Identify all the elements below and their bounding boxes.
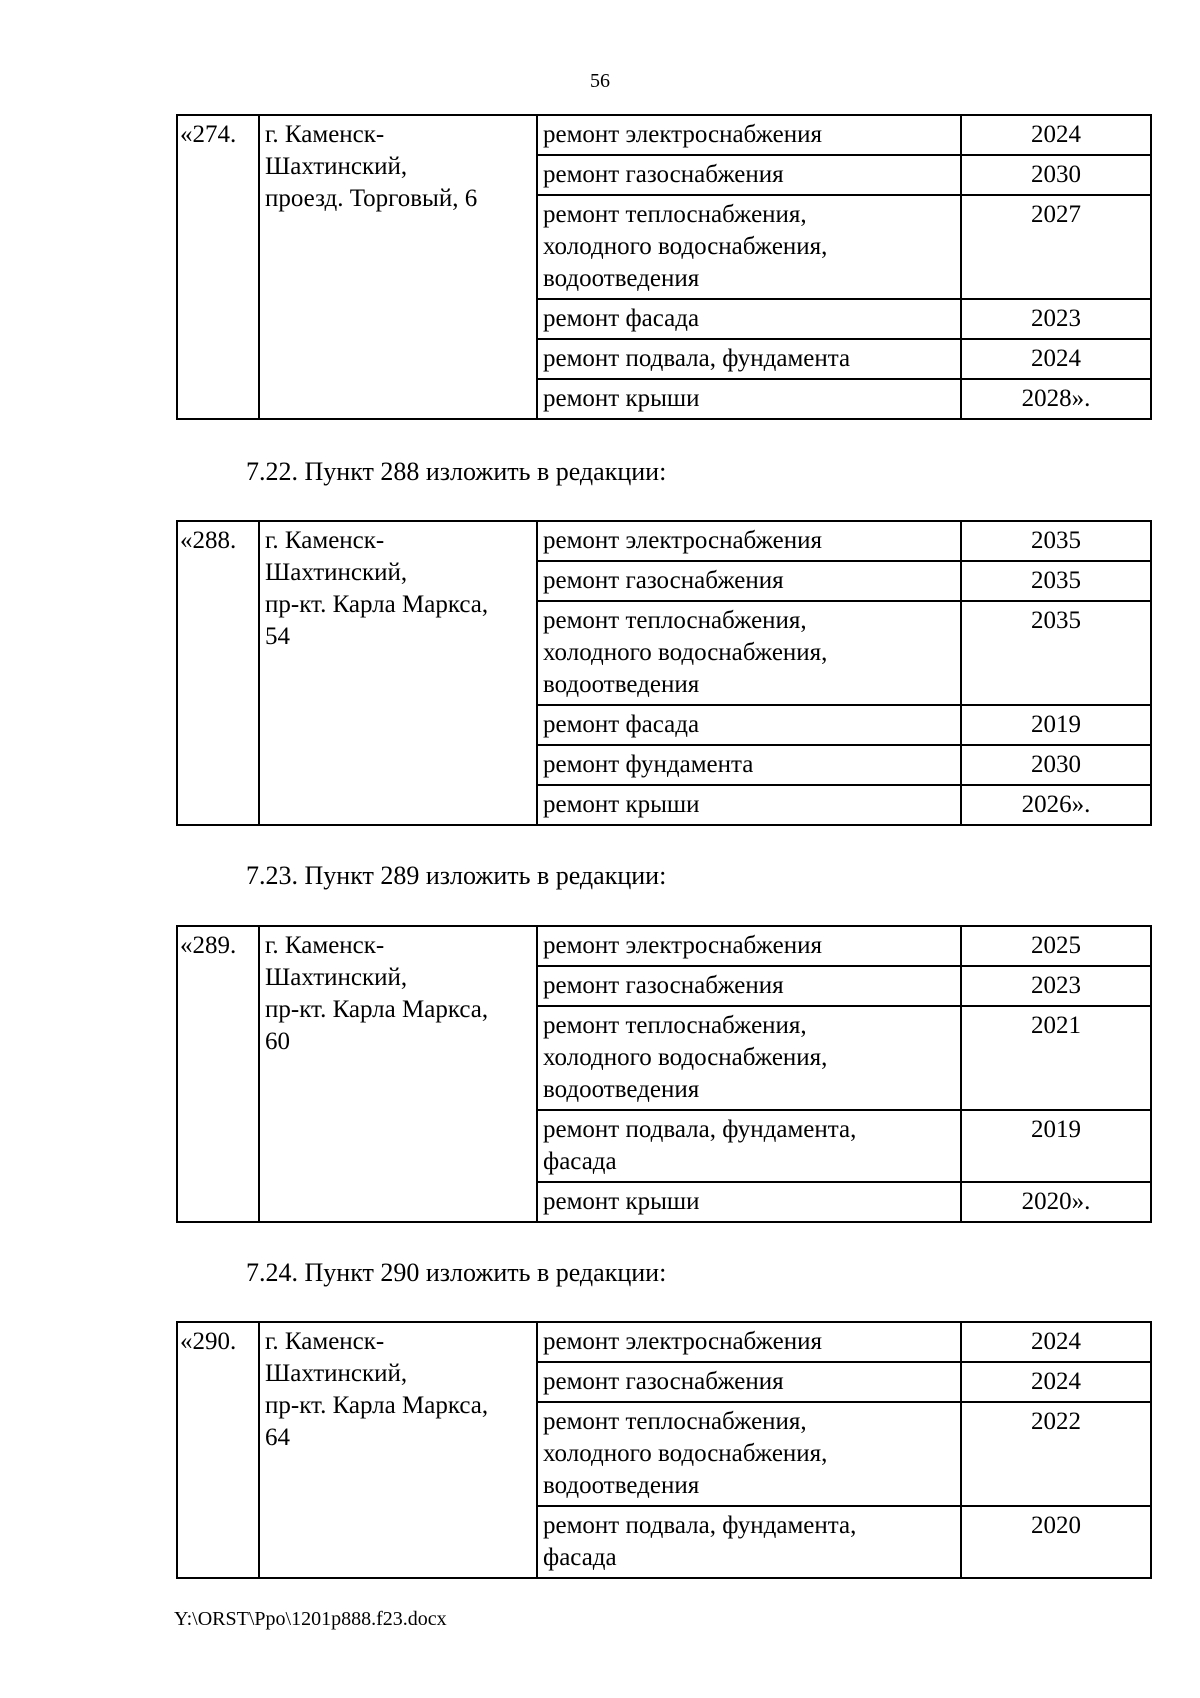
address-line: пр-кт. Карла Маркса,	[265, 1392, 489, 1419]
work-cell	[537, 1362, 961, 1402]
address-line: пр-кт. Карла Маркса,	[265, 591, 489, 618]
work-cell	[537, 745, 961, 785]
work-line: ремонт подвала, фундамента	[543, 345, 851, 372]
year-cell: 2023	[961, 966, 1151, 1006]
address-line: г. Каменск-	[265, 527, 385, 554]
address-line: г. Каменск-	[265, 1328, 385, 1355]
section-heading: 7.23. Пункт 289 изложить в редакции:	[246, 861, 667, 890]
work-line: ремонт крыши	[543, 1188, 700, 1215]
work-line: водоотведения	[543, 1472, 700, 1499]
work-line: холодного водоснабжения,	[543, 639, 828, 666]
year-cell: 2021	[961, 1006, 1151, 1110]
work-cell	[537, 1110, 961, 1182]
work-cell	[537, 521, 961, 561]
item-table-274	[176, 114, 1152, 420]
work-line: ремонт фасада	[543, 305, 700, 332]
work-line: ремонт крыши	[543, 791, 700, 818]
work-line: фасада	[543, 1148, 617, 1175]
work-cell	[537, 1402, 961, 1506]
work-line: ремонт подвала, фундамента,	[543, 1512, 857, 1539]
address-line: г. Каменск-	[265, 932, 385, 959]
address-line: Шахтинский,	[265, 964, 408, 991]
item-number: «290.	[177, 1322, 259, 1578]
address-line: г. Каменск-	[265, 121, 385, 148]
work-cell	[537, 299, 961, 339]
year-cell: 2024	[961, 115, 1151, 155]
work-line: ремонт электроснабжения	[543, 932, 822, 959]
address-cell	[259, 926, 537, 1222]
work-cell	[537, 561, 961, 601]
address-line: 54	[265, 623, 290, 650]
work-cell	[537, 705, 961, 745]
work-line: ремонт подвала, фундамента,	[543, 1116, 857, 1143]
work-line: ремонт теплоснабжения,	[543, 1012, 807, 1039]
work-cell	[537, 1182, 961, 1222]
year-cell: 2027	[961, 195, 1151, 299]
address-line: Шахтинский,	[265, 153, 408, 180]
work-line: ремонт теплоснабжения,	[543, 201, 807, 228]
work-line: ремонт газоснабжения	[543, 972, 784, 999]
year-cell: 2024	[961, 1362, 1151, 1402]
work-line: фасада	[543, 1544, 617, 1571]
work-line: ремонт газоснабжения	[543, 567, 784, 594]
item-number: «274.	[177, 115, 259, 419]
address-line: 60	[265, 1028, 290, 1055]
year-cell: 2019	[961, 1110, 1151, 1182]
item-number: «288.	[177, 521, 259, 825]
work-cell	[537, 1506, 961, 1578]
address-line: 64	[265, 1424, 290, 1451]
work-line: ремонт газоснабжения	[543, 161, 784, 188]
year-cell: 2035	[961, 521, 1151, 561]
year-cell: 2030	[961, 745, 1151, 785]
year-cell: 2024	[961, 339, 1151, 379]
section-heading: 7.24. Пункт 290 изложить в редакции:	[246, 1258, 667, 1287]
year-cell: 2028».	[961, 379, 1151, 419]
table-row	[177, 115, 1151, 155]
work-cell	[537, 785, 961, 825]
year-cell: 2025	[961, 926, 1151, 966]
address-line: Шахтинский,	[265, 1360, 408, 1387]
work-line: холодного водоснабжения,	[543, 1044, 828, 1071]
work-line: ремонт фасада	[543, 711, 700, 738]
address-cell	[259, 115, 537, 419]
work-cell	[537, 1322, 961, 1362]
address-line: Шахтинский,	[265, 559, 408, 586]
work-cell	[537, 115, 961, 155]
work-cell	[537, 1006, 961, 1110]
work-cell	[537, 195, 961, 299]
year-cell: 2024	[961, 1322, 1151, 1362]
work-line: холодного водоснабжения,	[543, 233, 828, 260]
work-line: ремонт газоснабжения	[543, 1368, 784, 1395]
work-line: ремонт теплоснабжения,	[543, 1408, 807, 1435]
year-cell: 2023	[961, 299, 1151, 339]
work-line: ремонт крыши	[543, 385, 700, 412]
work-line: ремонт электроснабжения	[543, 121, 822, 148]
work-cell	[537, 601, 961, 705]
year-cell: 2026».	[961, 785, 1151, 825]
address-line: пр-кт. Карла Маркса,	[265, 996, 489, 1023]
page-number: 56	[590, 70, 610, 92]
item-table-288	[176, 520, 1152, 826]
section-heading: 7.22. Пункт 288 изложить в редакции:	[246, 457, 667, 486]
year-cell: 2030	[961, 155, 1151, 195]
work-line: ремонт электроснабжения	[543, 527, 822, 554]
work-cell	[537, 155, 961, 195]
table-row	[177, 521, 1151, 561]
item-table-290	[176, 1321, 1152, 1579]
work-cell	[537, 339, 961, 379]
work-line: ремонт теплоснабжения,	[543, 607, 807, 634]
work-line: ремонт электроснабжения	[543, 1328, 822, 1355]
work-cell	[537, 379, 961, 419]
address-cell	[259, 521, 537, 825]
year-cell: 2022	[961, 1402, 1151, 1506]
year-cell: 2020».	[961, 1182, 1151, 1222]
address-line: проезд. Торговый, 6	[265, 185, 478, 212]
year-cell: 2035	[961, 561, 1151, 601]
table-row	[177, 926, 1151, 966]
work-cell	[537, 966, 961, 1006]
year-cell: 2020	[961, 1506, 1151, 1578]
work-line: холодного водоснабжения,	[543, 1440, 828, 1467]
work-line: ремонт фундамента	[543, 751, 754, 778]
item-number: «289.	[177, 926, 259, 1222]
year-cell: 2019	[961, 705, 1151, 745]
address-cell	[259, 1322, 537, 1578]
item-table-289	[176, 925, 1152, 1223]
footer-file-path: Y:\ORST\Ppo\1201p888.f23.docx	[174, 1608, 447, 1630]
work-cell	[537, 926, 961, 966]
year-cell: 2035	[961, 601, 1151, 705]
work-line: водоотведения	[543, 1076, 700, 1103]
work-line: водоотведения	[543, 265, 700, 292]
work-line: водоотведения	[543, 671, 700, 698]
table-row	[177, 1322, 1151, 1362]
